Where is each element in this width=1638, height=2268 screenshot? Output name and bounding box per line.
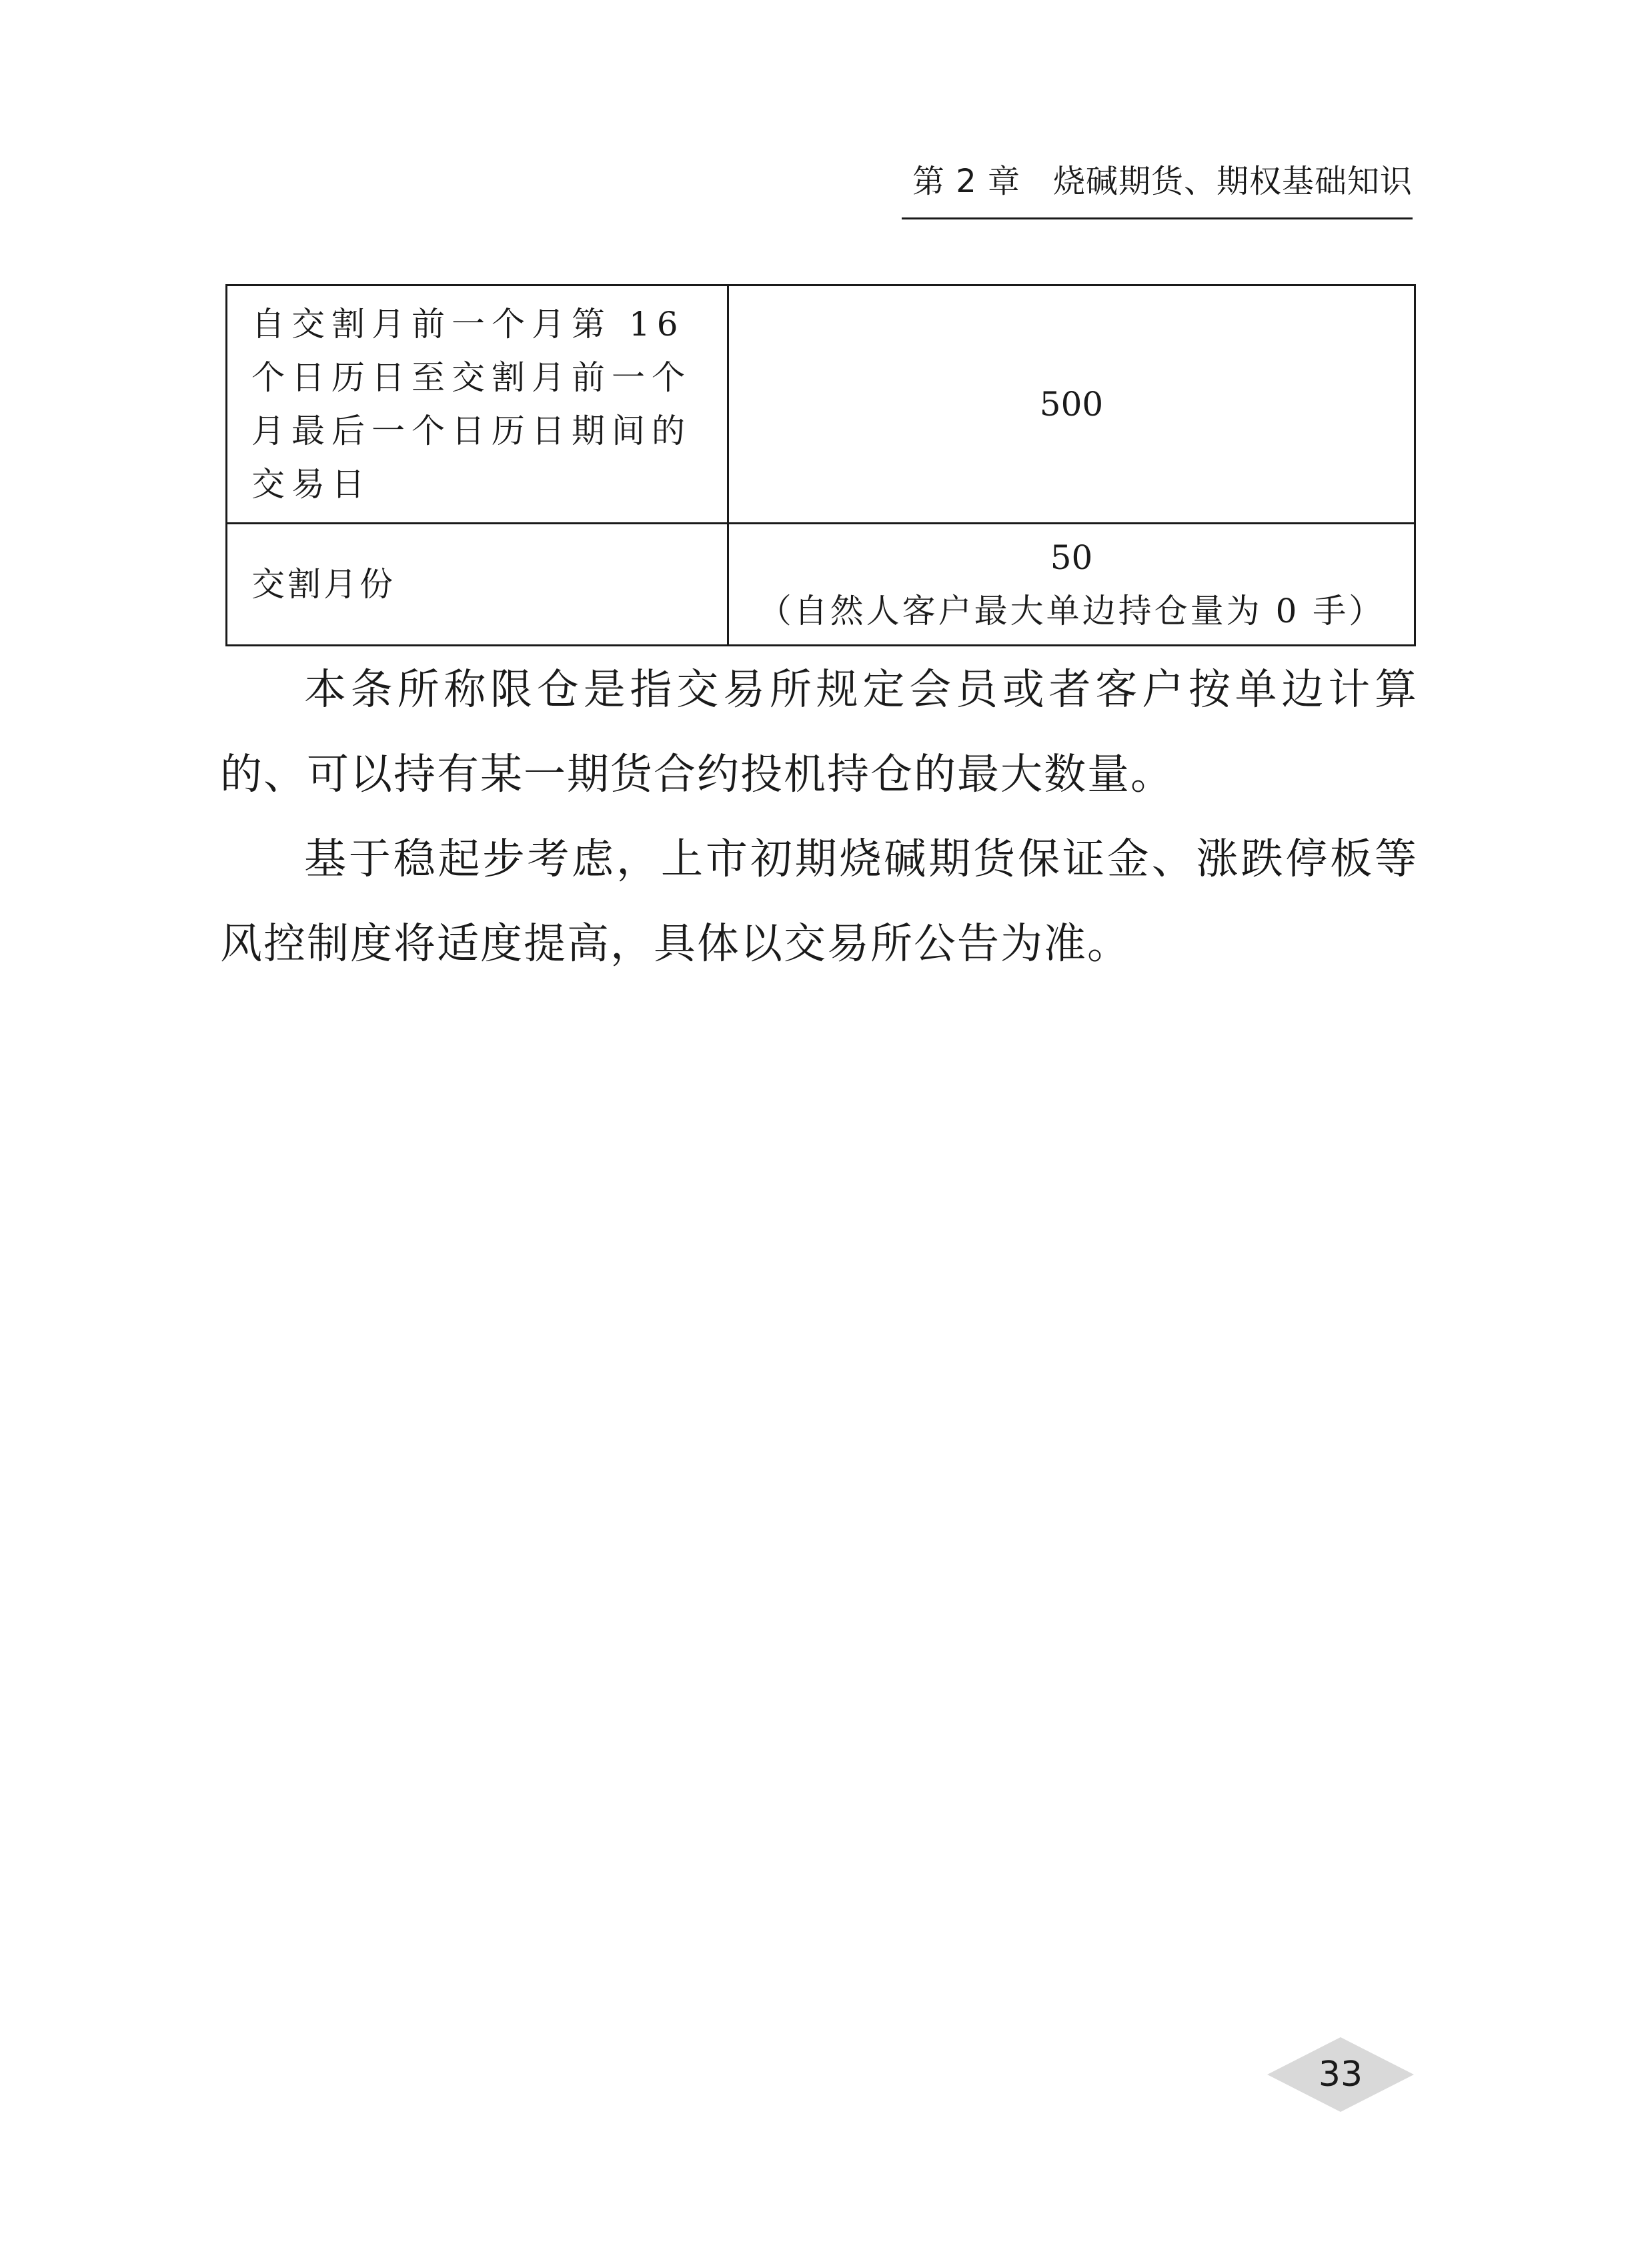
running-header: 第 2 章 烧碱期货、期权基础知识 — [912, 163, 1413, 200]
position-limit-table — [225, 284, 1416, 646]
period-cell — [227, 286, 728, 524]
page-number-badge — [1267, 2035, 1414, 2115]
period-line: 个日历日至交割月前一个 — [251, 358, 692, 397]
limit-note: （自然人客户最大单边持仓量为 0 手） — [758, 592, 1385, 630]
period-line: 月最后一个日历日期间的 — [251, 412, 692, 450]
table-row — [227, 524, 1415, 646]
body-paragraph: 基于稳起步考虑，上市初期烧碱期货保证金、涨跌停板等风控制度将适度提高，具体以交易所公告为准。 — [220, 834, 1418, 968]
limit-value-cell — [728, 524, 1415, 646]
header-rule — [902, 217, 1413, 219]
limit-value: 500 — [1039, 385, 1104, 424]
limit-value-cell — [728, 286, 1415, 524]
page-number: 33 — [1318, 2055, 1363, 2095]
table-row — [227, 286, 1415, 524]
period-line: 自交割月前一个月第 16 — [251, 305, 685, 344]
period-line: 交割月份 — [251, 565, 395, 604]
limit-value: 50 — [1050, 538, 1093, 577]
body-paragraph: 本条所称限仓是指交易所规定会员或者客户按单边计算的、可以持有某一期货合约投机持仓的最大数量。 — [220, 665, 1418, 798]
period-cell — [227, 524, 728, 646]
period-line: 交易日 — [251, 465, 371, 504]
